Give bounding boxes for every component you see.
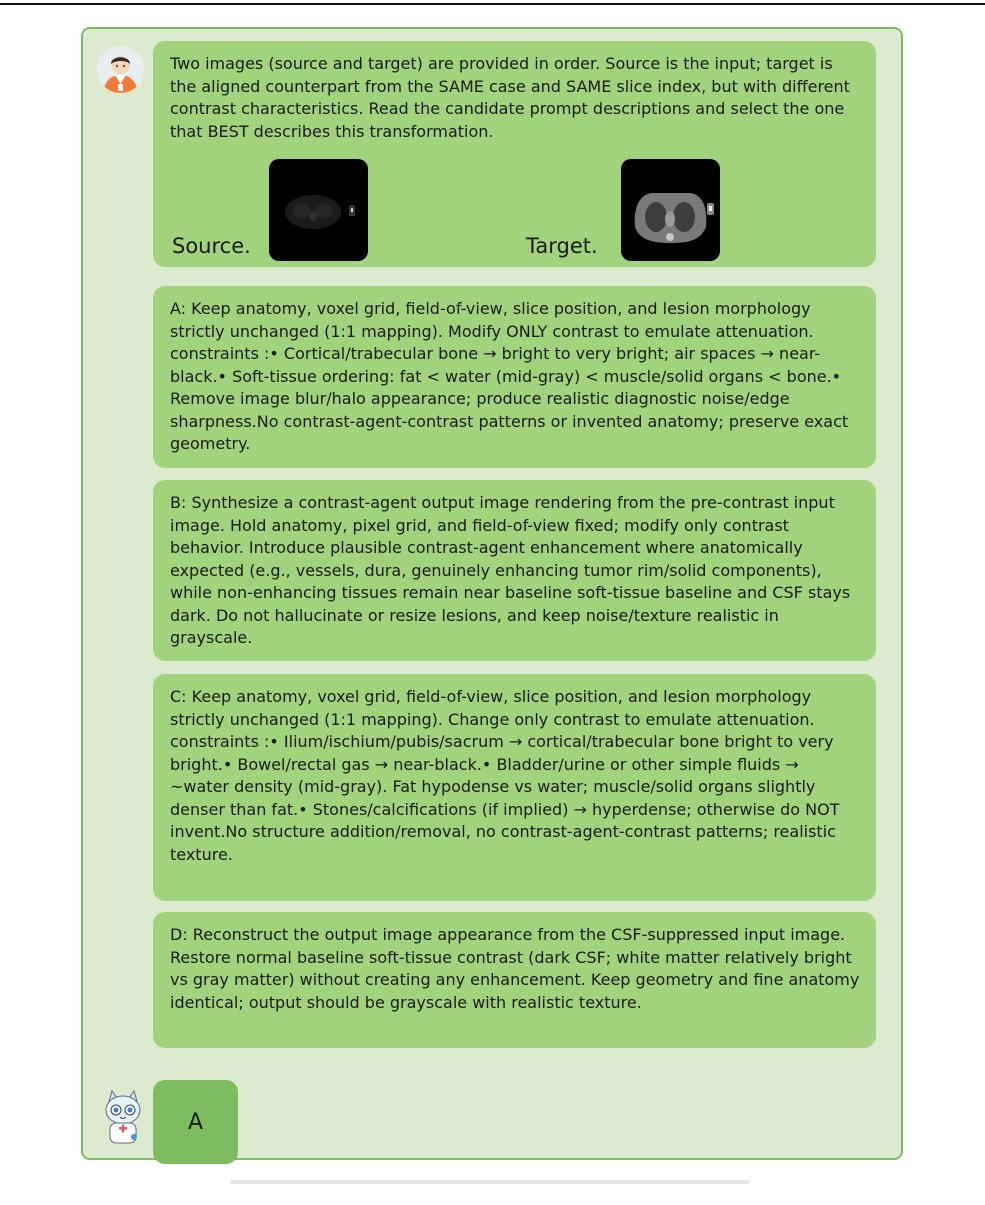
option-c-text: C: Keep anatomy, voxel grid, field-of-view, slice position, and lesion morphology strictly unchanged (1:1 mapping). Change only contrast to emulate attenuation. constraints :• Ilium/ischium/pubis/sacrum → cortical/trabecular bone bright to very bright.• Bowel/rectal gas → near-black.• Bladder/urine or other simple fluids → ~water density (mid-gray). Fat hypodense vs water; muscle/solid organs slightly denser than fat.• Stones/calcifications (if implied) → hyperdense; otherwise do NOT invent.No structure addition/removal, no contrast-agent-contrast patterns; realistic texture. <box>170 687 840 864</box>
robot-cat-doctor-icon <box>100 1087 146 1147</box>
target-image <box>621 159 720 261</box>
image-pair <box>153 159 876 261</box>
option-a-text: A: Keep anatomy, voxel grid, field-of-view, slice position, and lesion morphology strictly unchanged (1:1 mapping). Modify ONLY contrast to emulate attenuation. constraints :• Cortical/trabecular bone → bright to very bright; air spaces → near-black.• Soft-tissue ordering: fat < water (mid-gray) < muscle/solid organs < bone.• Remove image blur/halo appearance; produce realistic diagnostic noise/edge sharpness.No contrast-agent-contrast patterns or invented anatomy; preserve exact geometry. <box>170 299 849 453</box>
option-d-text: D: Reconstruct the output image appearance from the CSF-suppressed input image. Restore normal baseline soft-tissue contrast (dark CSF; white matter relatively bright vs gray matter) without creating any enhancement. Keep geometry and fine anatomy identical; output should be grayscale with realistic texture. <box>170 925 860 1012</box>
top-divider <box>0 3 985 5</box>
target-label: Target. <box>526 234 598 258</box>
option-b-text: B: Synthesize a contrast-agent output image rendering from the pre-contrast input image. Hold anatomy, pixel grid, and field-of-view fixed; modify only contrast behavior. Introduce plausible contrast-agent enhancement where anatomically expected (e.g., vessels, dura, genuinely enhancing tumor rim/solid components), while non-enhancing tissues remain near baseline soft-tissue baseline and CSF stays dark. Do not hallucinate or resize lesions, and keep noise/texture realistic in grayscale. <box>170 493 851 647</box>
option-b-bubble <box>153 480 876 661</box>
option-a-bubble <box>153 286 876 468</box>
faded-caption-line <box>230 1180 750 1184</box>
source-label: Source. <box>172 234 251 258</box>
source-image <box>269 159 368 261</box>
answer-bubble <box>153 1080 238 1164</box>
question-bubble <box>153 41 876 267</box>
answer-text: A <box>187 1109 204 1135</box>
option-c-bubble <box>153 674 876 901</box>
user-avatar-icon <box>97 46 144 93</box>
question-text: Two images (source and target) are provided in order. Source is the input; target is the aligned counterpart from the SAME case and SAME slice index, but with different contrast characteristics. Read the candidate prompt descriptions and select the one that BEST describes this transformation. <box>170 54 850 141</box>
option-d-bubble <box>153 912 876 1048</box>
